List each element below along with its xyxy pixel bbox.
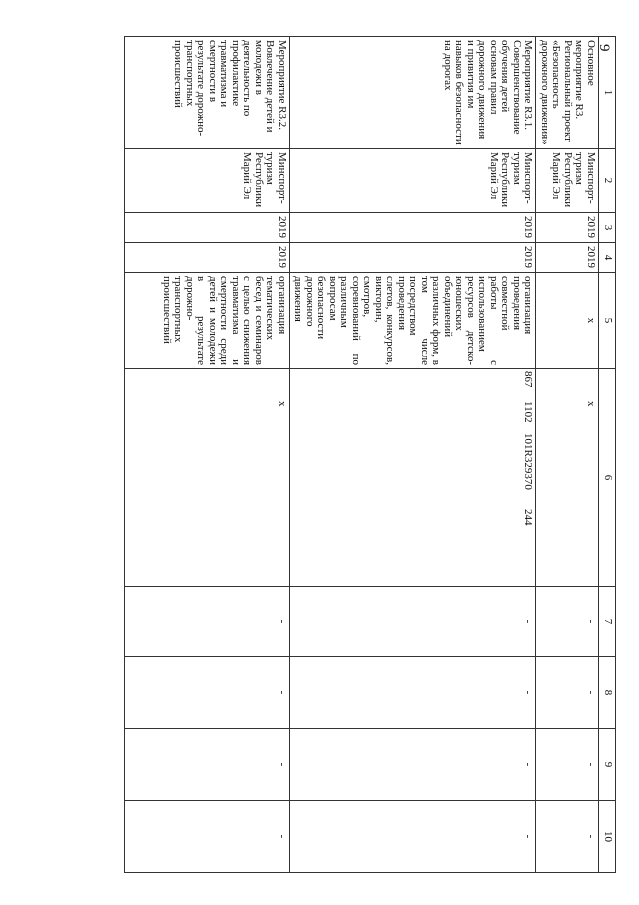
header-cell: 2 xyxy=(599,149,616,213)
rotated-table-container xyxy=(141,36,616,872)
table-row xyxy=(125,37,290,873)
value-col-8: - xyxy=(125,657,290,729)
value-col-7: - xyxy=(125,587,290,657)
page-number: 9 xyxy=(596,44,612,52)
end-year: 2019 xyxy=(536,243,599,273)
code-csr: 101R329370 xyxy=(522,433,535,490)
expected-result: организация проведения совместной работы с использованием ресурсов детско-юношеских объединений различных форм, в том числе посредством проведения слетов, конкурсов, викторин, смотров, соревнований по различным вопросам безопасности дорожного движения xyxy=(290,273,537,369)
executor: Минспорт-туризм Республики Марий Эл xyxy=(290,149,537,213)
measure-name: Основное мероприятие R3. Региональный проект «Безопасность дорожного движения» xyxy=(536,37,599,149)
measure-name: Мероприятие R3.1. Совершенствование обучения детей основам правил дорожного движения и привития им навыков безопасности на дорогах xyxy=(290,37,537,149)
value-col-9: - xyxy=(125,729,290,801)
header-cell: 8 xyxy=(599,657,616,729)
value-col-10: - xyxy=(536,801,599,873)
start-year: 2019 xyxy=(125,213,290,243)
value-col-8: - xyxy=(536,657,599,729)
code-vr: 244 xyxy=(522,509,535,526)
expected-result: организация тематических бесед и семинаров с целью снижения травматизма и смертности среди детей и молодежи в результате дорожно-транспортных происшествий xyxy=(125,273,290,369)
header-cell: 9 xyxy=(599,729,616,801)
code-rzpr: x xyxy=(585,401,597,407)
value-col-8: - xyxy=(290,657,537,729)
table-row xyxy=(290,37,537,873)
header-cell: 5 xyxy=(599,273,616,369)
value-col-9: - xyxy=(290,729,537,801)
value-col-7: - xyxy=(290,587,537,657)
header-cell: 3 xyxy=(599,213,616,243)
code-grbs: 867 xyxy=(522,371,535,388)
end-year: 2019 xyxy=(290,243,537,273)
budget-codes xyxy=(290,369,537,587)
expected-result: x xyxy=(536,273,599,369)
value-col-10: - xyxy=(290,801,537,873)
header-cell: 7 xyxy=(599,587,616,657)
header-cell: 4 xyxy=(599,243,616,273)
budget-codes xyxy=(125,369,290,587)
header-row xyxy=(599,37,616,873)
end-year: 2019 xyxy=(125,243,290,273)
start-year: 2019 xyxy=(536,213,599,243)
program-table xyxy=(124,36,616,873)
header-cell: 10 xyxy=(599,801,616,873)
budget-codes xyxy=(536,369,599,587)
measure-name: Мероприятие R3.2. Вовлечение детей и молодежи в деятельность по профилактике травматизма и смертности в результате дорожно-транспортных происшествий xyxy=(125,37,290,149)
value-col-10: - xyxy=(125,801,290,873)
header-cell: 6 xyxy=(599,369,616,587)
value-col-9: - xyxy=(536,729,599,801)
value-col-7: - xyxy=(536,587,599,657)
start-year: 2019 xyxy=(290,213,537,243)
executor: Минспорт-туризм Республики Марий Эл xyxy=(536,149,599,213)
executor: Минспорт-туризм Республики Марий Эл xyxy=(125,149,290,213)
code-rzpr: x xyxy=(276,401,288,407)
code-rzpr: 1102 xyxy=(522,401,535,423)
header-cell: 1 xyxy=(599,37,616,149)
table-row xyxy=(536,37,599,873)
